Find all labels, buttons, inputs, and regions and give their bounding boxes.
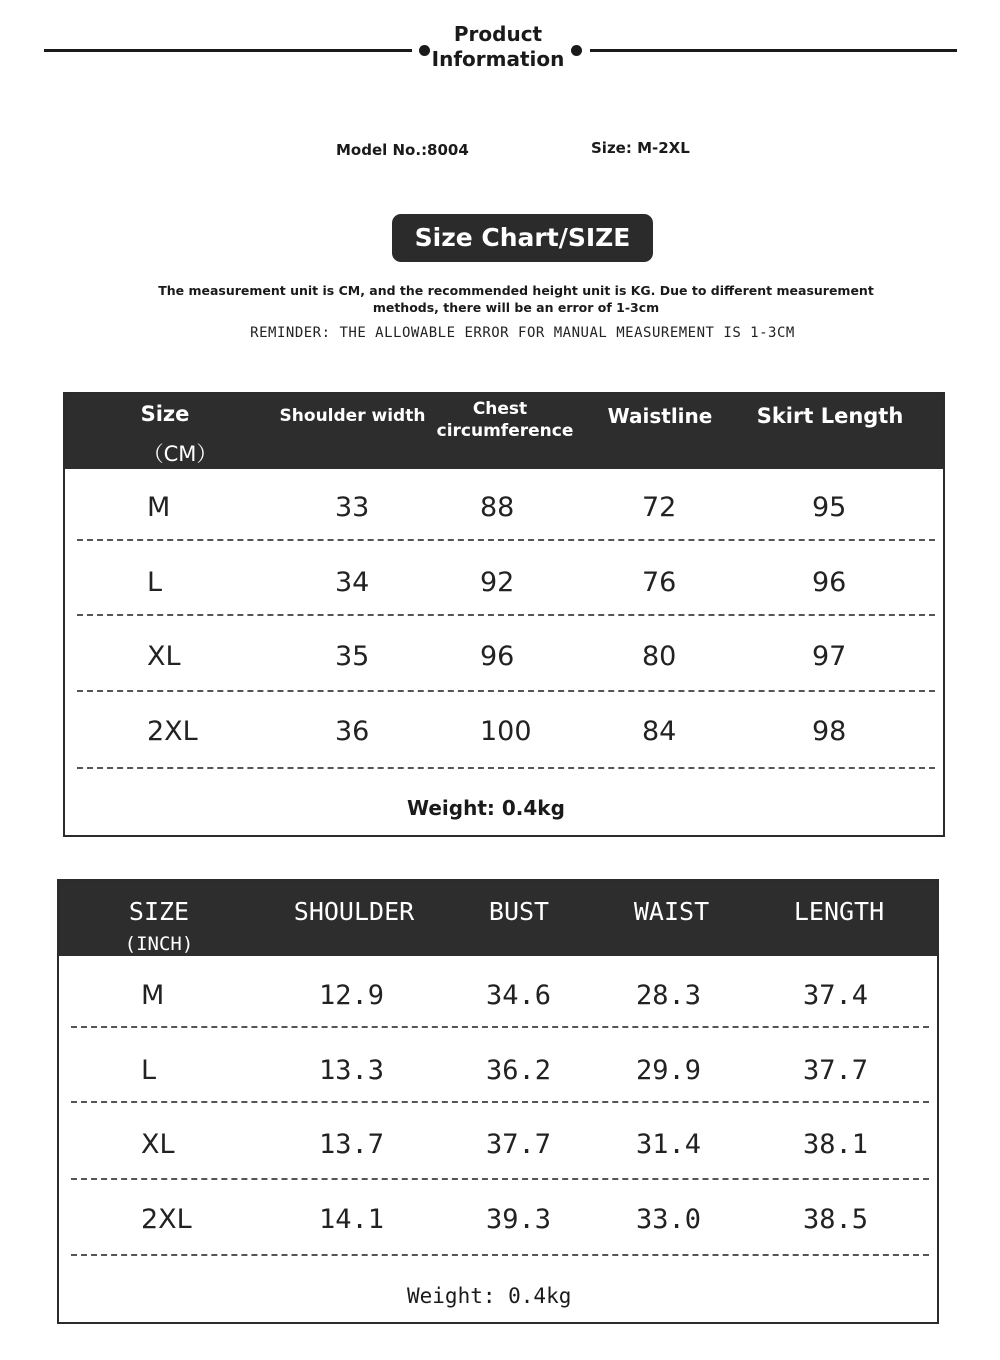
header-chest-line2: circumference <box>436 421 574 441</box>
header-shoulder-width: Shoulder width <box>279 406 426 426</box>
inch-row-2-size: L <box>141 1055 157 1086</box>
cm-row-3-waist: 80 <box>642 641 677 672</box>
cm-row-4-size: 2XL <box>147 716 198 747</box>
inch-row-1-size: M <box>141 980 165 1011</box>
inch-row-divider <box>71 1254 929 1256</box>
cm-row-2-shoulder: 34 <box>335 567 370 598</box>
cm-row-divider <box>77 767 935 769</box>
cm-row-4-length: 98 <box>812 716 847 747</box>
size-table-inch <box>57 879 939 1324</box>
header-line-left <box>44 49 412 52</box>
header-waist: WAIST <box>633 897 710 926</box>
inch-row-1-waist: 28.3 <box>636 980 702 1011</box>
inch-row-divider <box>71 1178 929 1180</box>
inch-row-3-shoulder: 13.7 <box>319 1129 385 1160</box>
size-chart-badge: Size Chart/SIZE <box>392 214 653 262</box>
cm-row-divider <box>77 539 935 541</box>
inch-row-4-shoulder: 14.1 <box>319 1204 385 1235</box>
cm-row-4-chest: 100 <box>480 716 532 747</box>
inch-row-3-length: 38.1 <box>803 1129 869 1160</box>
inch-row-3-waist: 31.4 <box>636 1129 702 1160</box>
page-title-line1: Product <box>453 22 543 46</box>
cm-row-2-length: 96 <box>812 567 847 598</box>
cm-row-3-size: XL <box>147 641 181 672</box>
inch-row-3-size: XL <box>141 1129 175 1160</box>
header-size: Size <box>140 402 190 426</box>
cm-row-1-waist: 72 <box>642 492 677 523</box>
cm-row-1-size: M <box>147 492 171 523</box>
header-size-inch-unit: (INCH) <box>124 933 194 955</box>
inch-row-4-length: 38.5 <box>803 1204 869 1235</box>
cm-row-divider <box>77 690 935 692</box>
model-number: Model No.:8004 <box>336 141 469 159</box>
header-size-unit: （CM） <box>142 442 218 466</box>
measurement-note: The measurement unit is CM, and the recommended height unit is KG. Due to different measurement methods, there will be an error of 1-3cm <box>158 283 874 315</box>
inch-row-2-shoulder: 13.3 <box>319 1055 385 1086</box>
header-dot-right <box>571 45 582 56</box>
inch-row-4-bust: 39.3 <box>486 1204 552 1235</box>
cm-row-2-waist: 76 <box>642 567 677 598</box>
cm-row-3-length: 97 <box>812 641 847 672</box>
header-waistline: Waistline <box>607 404 713 428</box>
cm-row-1-chest: 88 <box>480 492 515 523</box>
header-bust: BUST <box>488 897 550 926</box>
inch-row-1-length: 37.4 <box>803 980 869 1011</box>
inch-weight: Weight: 0.4kg <box>407 1284 572 1308</box>
cm-row-3-shoulder: 35 <box>335 641 370 672</box>
header-length: LENGTH <box>793 897 885 926</box>
cm-row-3-chest: 96 <box>480 641 515 672</box>
cm-row-2-size: L <box>147 567 163 598</box>
inch-row-2-waist: 29.9 <box>636 1055 702 1086</box>
size-table-cm-header <box>65 394 943 469</box>
inch-row-2-bust: 36.2 <box>486 1055 552 1086</box>
size-range: Size: M-2XL <box>591 139 690 157</box>
size-table-cm <box>63 392 945 837</box>
inch-row-divider <box>71 1101 929 1103</box>
inch-row-4-size: 2XL <box>141 1204 192 1235</box>
page-title <box>400 22 596 72</box>
size-table-inch-header <box>59 881 937 956</box>
measurement-reminder: REMINDER: THE ALLOWABLE ERROR FOR MANUAL MEASUREMENT IS 1-3CM <box>250 325 795 341</box>
header-line-right <box>590 49 957 52</box>
inch-row-4-waist: 33.0 <box>636 1204 702 1235</box>
inch-row-1-bust: 34.6 <box>486 980 552 1011</box>
cm-row-4-shoulder: 36 <box>335 716 370 747</box>
cm-row-4-waist: 84 <box>642 716 677 747</box>
header-size-inch: SIZE <box>128 897 190 926</box>
cm-row-2-chest: 92 <box>480 567 515 598</box>
inch-row-1-shoulder: 12.9 <box>319 980 385 1011</box>
header-chest-line1: Chest <box>472 399 528 419</box>
cm-row-1-length: 95 <box>812 492 847 523</box>
cm-row-1-shoulder: 33 <box>335 492 370 523</box>
header-skirt-length: Skirt Length <box>756 404 904 428</box>
inch-row-divider <box>71 1026 929 1028</box>
cm-row-divider <box>77 614 935 616</box>
header-shoulder: SHOULDER <box>293 897 415 926</box>
inch-row-2-length: 37.7 <box>803 1055 869 1086</box>
cm-weight: Weight: 0.4kg <box>407 796 565 820</box>
page-title-line2: Information <box>431 47 565 71</box>
inch-row-3-bust: 37.7 <box>486 1129 552 1160</box>
